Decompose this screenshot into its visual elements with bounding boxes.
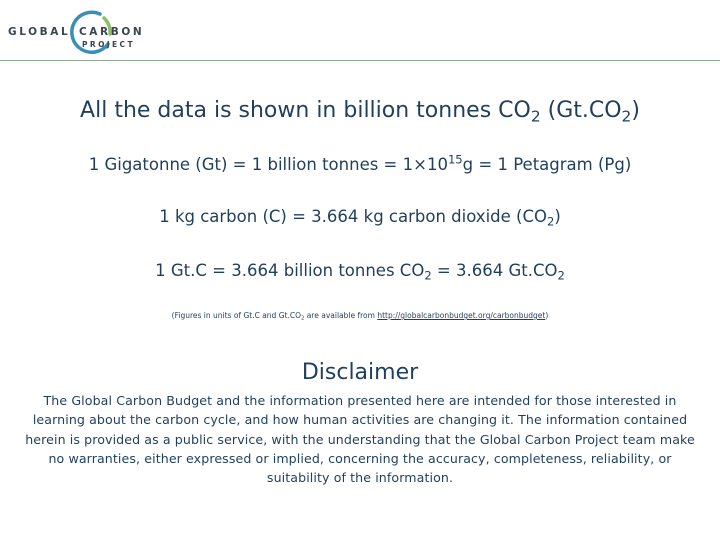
definition-text: g = 1 Petagram (Pg) — [462, 155, 632, 174]
carbon-conversion — [0, 207, 720, 229]
conversion-text: 1 kg carbon (C) = 3.664 kg carbon dioxide (CO — [159, 207, 547, 226]
subscript: 2 — [424, 268, 432, 283]
disclaimer-title: Disclaimer — [301, 360, 419, 385]
units-heading — [0, 98, 720, 126]
note-text: ) — [545, 311, 549, 320]
figures-note — [0, 311, 720, 320]
subscript: 2 — [300, 315, 305, 322]
note-text: (Figures in units of Gt.C and Gt.CO — [171, 311, 301, 320]
conversion-text: 1 Gt.C = 3.664 billion tonnes CO — [155, 261, 425, 280]
units-heading-text: (Gt.CO — [540, 98, 622, 123]
logo-word-carbon: CARBON — [79, 26, 145, 38]
definition-text: 1 Gigatonne (Gt) = 1 billion tonnes = 1×10 — [88, 155, 448, 174]
logo-word-project: PROJECT — [82, 40, 135, 49]
conversion-text: = 3.664 Gt.CO — [431, 261, 558, 280]
gtc-conversion — [0, 261, 720, 283]
carbon-budget-link[interactable]: http://globalcarbonbudget.org/carbonbudget — [377, 311, 546, 320]
conversion-text: ) — [554, 207, 561, 226]
superscript: 15 — [447, 152, 463, 167]
disclaimer-body: The Global Carbon Budget and the information presented here are intended for those interested in learning about the carbon cycle, and how human activities are changing it. The information contained herein is provided as a public service, with the understanding that the Global Carbon Project team make no warranties, either expressed or implied, concerning the accuracy, completeness, reliability, or suitability of the information. — [25, 393, 695, 486]
subscript: 2 — [621, 107, 632, 126]
subscript: 2 — [530, 107, 541, 126]
subscript: 2 — [557, 268, 565, 283]
gigatonne-definition — [0, 152, 720, 174]
units-heading-text: All the data is shown in billion tonnes CO — [80, 98, 531, 123]
logo-word-global: GLOBAL — [8, 26, 71, 38]
note-text: are available from — [304, 311, 378, 320]
subscript: 2 — [546, 214, 555, 229]
units-heading-text: ) — [631, 98, 640, 123]
